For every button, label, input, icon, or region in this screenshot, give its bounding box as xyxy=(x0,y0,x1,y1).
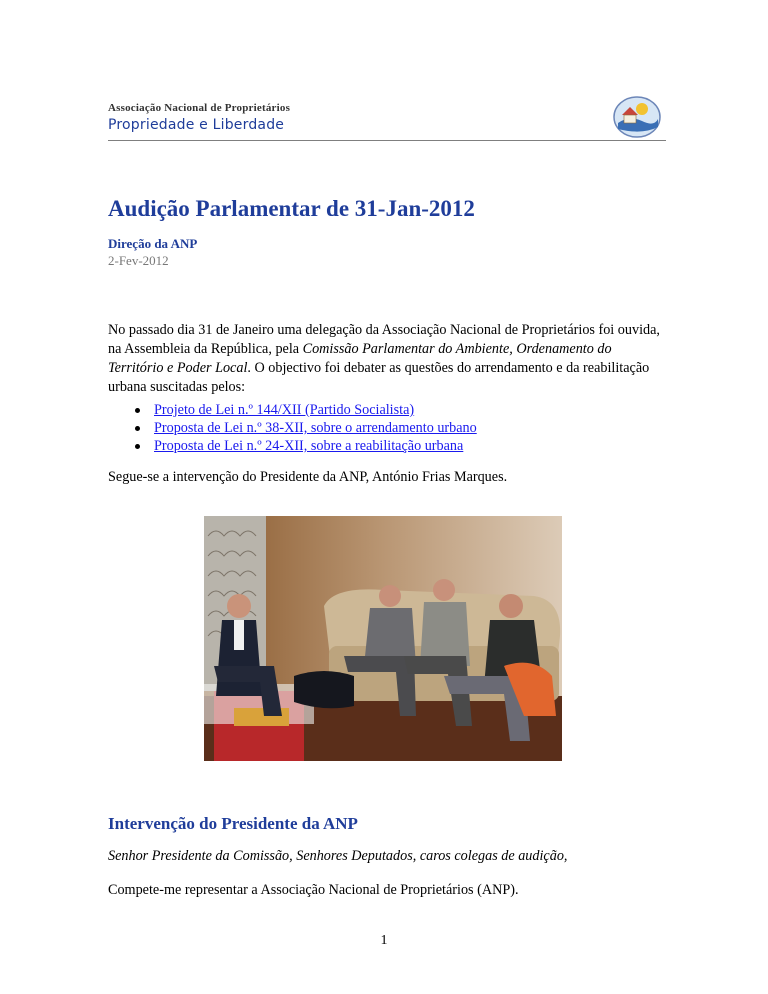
follow-text: Segue-se a intervenção do Presidente da ANP, António Frias Marques. xyxy=(108,469,508,485)
delegation-photo xyxy=(204,516,562,761)
list-item xyxy=(132,401,477,419)
link-projeto-lei-144[interactable]: Projeto de Lei n.º 144/XII (Partido Socialista) xyxy=(154,402,415,418)
intro-text-end: . O objectivo foi debater as questões do arrendamento e da reabilitação urbana suscitadas pelos: xyxy=(108,360,650,395)
link-proposta-lei-24[interactable]: Proposta de Lei n.º 24-XII, sobre a reabilitação urbana xyxy=(154,438,464,454)
list-item xyxy=(132,437,477,455)
list-item xyxy=(132,419,477,437)
commission-name: Comissão Parlamentar do Ambiente, Ordenamento do Território e Poder Local xyxy=(108,341,612,376)
intro-text-start: No passado dia 31 de Janeiro uma delegação da Associação Nacional de Proprietários foi ouvida, na Assembleia da República, pela xyxy=(108,322,660,357)
page-number: 1 xyxy=(380,933,388,948)
article-title: Audição Parlamentar de 31-Jan-2012 xyxy=(108,196,475,221)
body-paragraph: Compete-me representar a Associação Nacional de Proprietários (ANP). xyxy=(108,882,519,898)
org-motto: Propriedade e Liberdade xyxy=(108,117,285,133)
article-author: Direção da ANP xyxy=(108,236,198,251)
law-links-list xyxy=(132,401,477,455)
org-name: Associação Nacional de Proprietários xyxy=(108,102,291,114)
link-proposta-lei-38[interactable]: Proposta de Lei n.º 38-XII, sobre o arrendamento urbano xyxy=(154,420,477,436)
section-heading: Intervenção do Presidente da ANP xyxy=(108,814,358,833)
intro-paragraph xyxy=(108,321,668,397)
salutation-text: Senhor Presidente da Comissão, Senhores Deputados, caros colegas de audição, xyxy=(108,848,568,864)
article-date: 2-Fev-2012 xyxy=(108,253,169,268)
page-header xyxy=(108,100,666,141)
anp-logo-icon xyxy=(612,95,662,139)
